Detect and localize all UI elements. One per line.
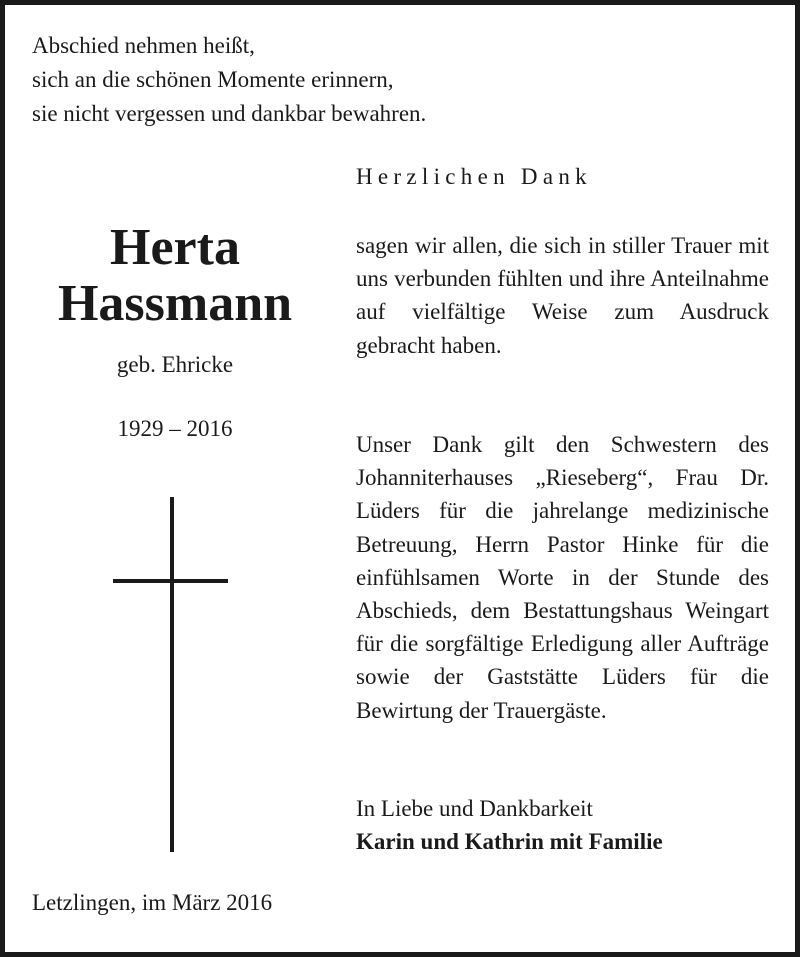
place-date: Letzlingen, im März 2016	[32, 890, 273, 915]
first-name: Herta	[110, 219, 240, 276]
thanks-heading: Herzlichen Dank	[356, 164, 592, 189]
closing-line: In Liebe und Dankbarkeit	[356, 796, 593, 821]
acknowledgement-paragraph: Unser Dank gilt den Schwestern des Johanniterhauses „Rieseberg“, Frau Dr. Lüders für die jahrelange medizinische Betreuung, Herrn Pastor Hinke für die einfühlsamen Worte in der Stunde des Abschieds, dem Bestattungshaus Weingart für die sorgfältige Erledigung aller Aufträge sowie der Gaststätte Lüders für die Bewirtung der Trauergäste.	[356, 432, 769, 723]
last-name: Hassmann	[57, 275, 293, 332]
life-years: 1929 – 2016	[117, 416, 233, 441]
maiden-name: geb. Ehricke	[116, 352, 234, 377]
thanks-paragraph: sagen wir allen, die sich in stiller Trauer mit uns verbunden fühlten und ihre Anteilnahme auf vielfältige Weise zum Ausdruck gebracht haben.	[356, 233, 769, 358]
motto-line: Abschied nehmen heißt,	[32, 33, 255, 58]
motto-quote	[32, 29, 426, 131]
deceased-block	[5, 220, 345, 442]
signer-names: Karin und Kathrin mit Familie	[356, 829, 663, 854]
motto-line: sich an die schönen Momente erinnern,	[32, 67, 394, 92]
motto-line: sie nicht vergessen und dankbar bewahren.	[32, 101, 427, 126]
signature-block	[356, 792, 663, 858]
